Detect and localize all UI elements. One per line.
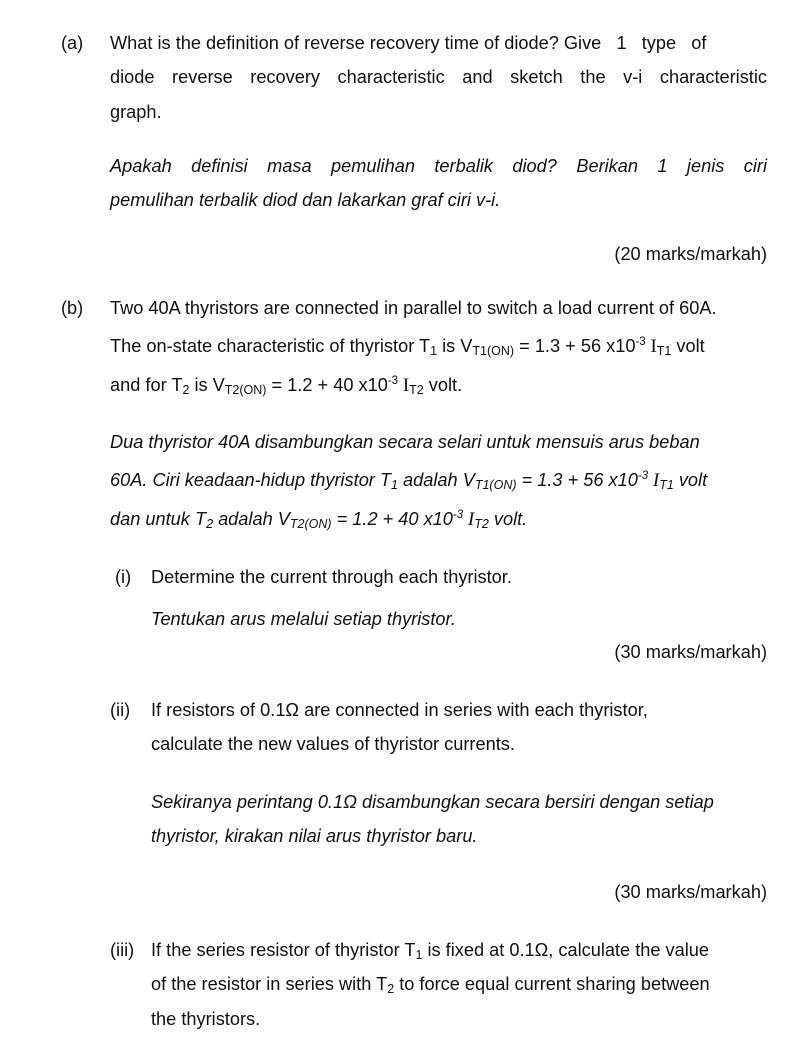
sub-i-malay: Tentukan arus melalui setiap thyristor. (151, 609, 456, 629)
sub-ii-question-line-1: If resistors of 0.1Ω are connected in series with each thyristor, (151, 700, 648, 720)
sub-ii-malay-line-1: Sekiranya perintang 0.1Ω disambungkan secara bersiri dengan setiap (151, 792, 714, 812)
sub-ii-marks: (30 marks/markah) (614, 882, 767, 902)
part-a-marks: (20 marks/markah) (614, 244, 767, 264)
part-a-label: (a) (61, 33, 84, 53)
sub-iii-question-line-3: the thyristors. (151, 1009, 261, 1029)
sub-i-label: (i) (115, 567, 132, 587)
sub-i-question: Determine the current through each thyristor. (151, 567, 512, 587)
sub-iii-question-line-1: If the series resistor of thyristor $T_1$ is fixed at 0.1Ω, calculate the value (151, 940, 710, 962)
part-a-malay-line-2: pemulihan terbalik diod dan lakarkan graf ciri v-i. (110, 190, 501, 210)
part-b-question-line-1: Two 40A thyristors are connected in parallel to switch a load current of 60A. (110, 298, 717, 318)
part-b-question-line-2: The on-state characteristic of thyristor $T_1$ is $V_{T1(ON)} = 1.3 + 56$ $x10^{-3}$ $I_{T1}$ volt (110, 336, 705, 358)
part-b-malay-line-1: Dua thyristor 40A disambungkan secara selari untuk mensuis arus beban (110, 432, 700, 452)
part-a-malay-line-1: Apakah definisi masa pemulihan terbalik diod? Berikan 1 jenis ciri (110, 156, 767, 176)
sub-i-marks: (30 marks/markah) (614, 642, 767, 662)
part-b-malay-line-3: dan untuk $T_2$ adalah $V_{T2(ON)} = 1.2 + 40$ $x10^{-3}$ $I_{T2}$ volt. (110, 509, 528, 531)
part-a-question-line-1: What is the definition of reverse recovery time of diode? Give 1 type of (110, 33, 707, 53)
part-b-malay-line-2: 60A. Ciri keadaan-hidup thyristor $T_1$ adalah $V_{T1(ON)} = 1.3 + 56$ $x10^{-3}$ $I_{T1}$ volt (110, 470, 708, 492)
sub-ii-label: (ii) (110, 700, 131, 720)
part-b-label: (b) (61, 298, 84, 318)
sub-iii-label: (iii) (110, 940, 135, 960)
part-a-question-line-2: diode reverse recovery characteristic and sketch the v-i characteristic (110, 67, 767, 87)
sub-ii-malay-line-2: thyristor, kirakan nilai arus thyristor baru. (151, 826, 478, 846)
sub-iii-question-line-2: of the resistor in series with $T_2$ to force equal current sharing between (151, 974, 710, 996)
sub-ii-question-line-2: calculate the new values of thyristor currents. (151, 734, 515, 754)
part-b-question-line-3: and for $T_2$ is $V_{T2(ON)} = 1.2 + 40$ $x10^{-3}$ $I_{T2}$ volt. (110, 375, 463, 397)
part-a-question-line-3: graph. (110, 102, 162, 122)
